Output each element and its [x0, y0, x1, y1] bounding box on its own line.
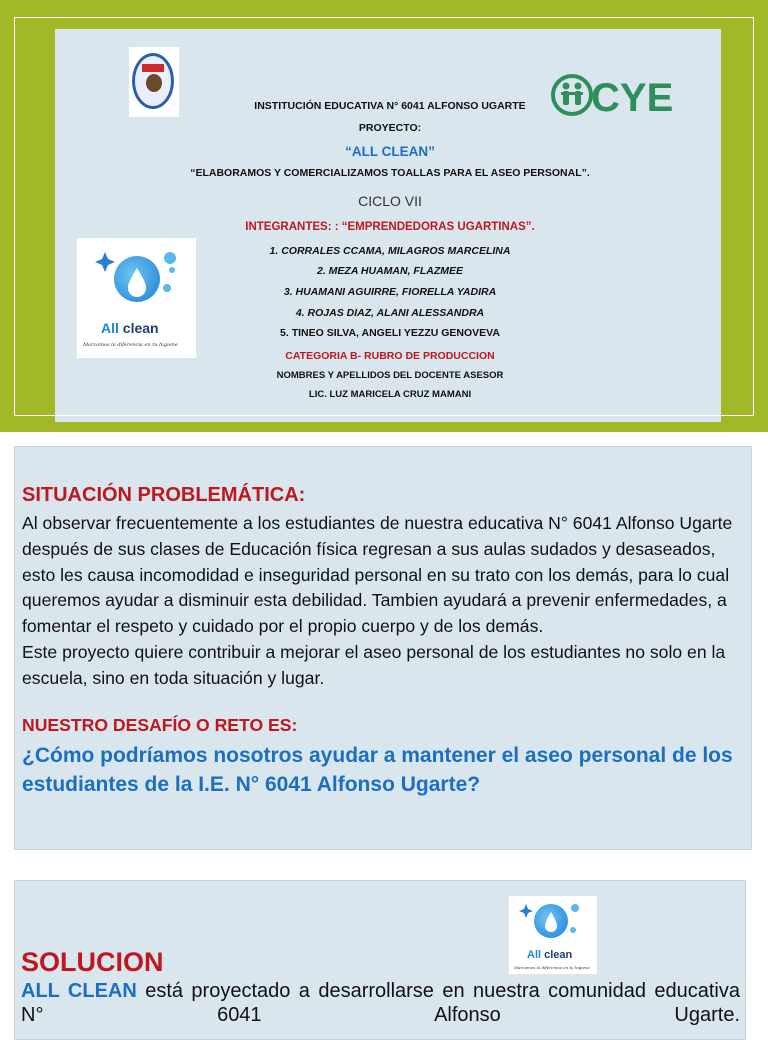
solution-body	[21, 979, 740, 1027]
advisor-name: LIC. LUZ MARICELA CRUZ MAMANI	[308, 389, 472, 400]
problem-paragraph-2: Este proyecto quiere contribuir a mejorar el aseo personal de los estudiantes no solo en la escuela, sino en toda situación y lugar.	[22, 641, 726, 688]
member-1: 1. CORRALES CCAMA, MILAGROS MARCELINA	[269, 245, 511, 257]
project-name: “ALL CLEAN”	[345, 144, 435, 159]
member-2: 2. MEZA HUAMAN, FLAZMEE	[316, 265, 464, 277]
challenge-label: NUESTRO DESAFÍO O RETO ES:	[22, 715, 298, 735]
project-label: PROYECTO:	[358, 122, 422, 134]
cover-slide	[0, 0, 768, 432]
member-4: 4. ROJAS DIAZ, ALANI ALESSANDRA	[295, 307, 485, 319]
solution-brand: ALL CLEAN	[21, 980, 137, 1002]
advisor-label: NOMBRES Y APELLIDOS DEL DOCENTE ASESOR	[276, 370, 504, 381]
solution-slide	[14, 880, 746, 1040]
project-tagline: “ELABORAMOS Y COMERCIALIZAMOS TOALLAS PARA EL ASEO PERSONAL”.	[190, 167, 590, 179]
cye-logo-text: CYE	[591, 76, 674, 118]
solution-text: está proyectado a desarrollarse en nuestra comunidad educativa N° 6041 Alfonso Ugarte.	[21, 980, 740, 1026]
logo-slogan: Marcamos la diferencia en tu higiene	[83, 342, 178, 348]
problem-paragraph-1: Al observar frecuentemente a los estudiantes de nuestra educativa N° 6041 Alfonso Ugarte después de sus clases de Educación física regresan a sus aulas sudados y desaseados, esto les causa incomodidad e inseguridad personal en su trato con los demás, para lo cual queremos ayudar a disminuir esta debilidad. Tambien ayudará a prevenir enfermedades, a fomentar el respeto y cuidado por el propio cuerpo y de los demás.	[22, 513, 733, 637]
logo-small-brand-b: clean	[544, 949, 573, 961]
problem-heading: SITUACIÓN PROBLEMÁTICA:	[22, 484, 306, 506]
allclean-logo-small	[509, 896, 597, 974]
member-5: 5. TINEO SILVA, ANGELI YEZZU GENOVEVA	[280, 327, 500, 339]
cycle-label: CICLO VII	[358, 193, 422, 209]
team-label: INTEGRANTES: : “EMPRENDEDORAS UGARTINAS”.	[245, 221, 535, 233]
category-label: CATEGORIA B- RUBRO DE PRODUCCION	[285, 350, 495, 362]
challenge-question: ¿Cómo podríamos nosotros ayudar a mantener el aseo personal de los estudiantes de la I.E. N° 6041 Alfonso Ugarte?	[22, 744, 733, 796]
solution-heading: SOLUCION	[21, 947, 164, 977]
logo-brand-b: clean	[122, 320, 159, 336]
logo-small-brand-a: All	[527, 949, 542, 961]
logo-small-slogan: Marcamos la diferencia en tu higiene	[514, 965, 590, 970]
problem-body	[22, 511, 746, 692]
allclean-logo	[77, 238, 196, 358]
logo-brand-a: All	[101, 320, 119, 336]
problem-slide	[14, 446, 752, 850]
institution-name: INSTITUCIÓN EDUCATIVA N° 6041 ALFONSO UGARTE	[254, 100, 526, 112]
member-3: 3. HUAMANI AGUIRRE, FIORELLA YADIRA	[283, 286, 497, 298]
